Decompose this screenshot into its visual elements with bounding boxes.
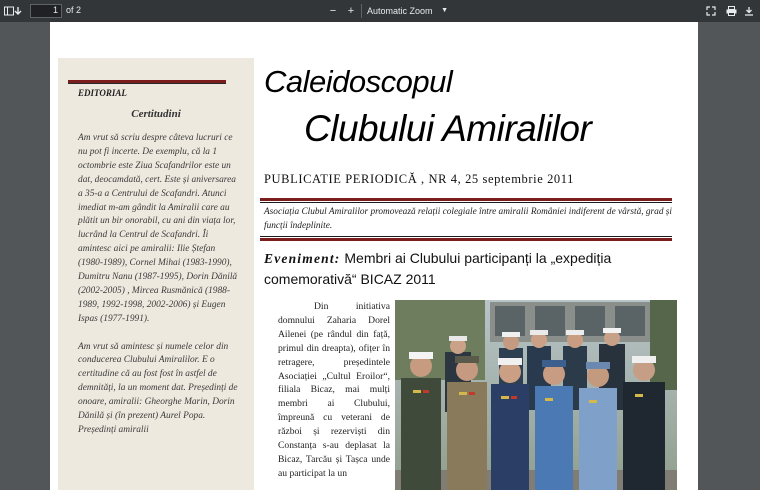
event-headline	[264, 248, 684, 289]
article-body: Din initiativa domnului Zaharia Dorel Ailenei (pe rândul din față, primul din dreapta), ofițer în retragere, președintele Asociației „Cultul Eroilor“, filiala Bicaz, mai mulți membri ai Clubului, împreună cu veterani de război și rezerviști din Constanța s-au deplasat la Bicaz, Tarcău și Tașca unde au participat la un	[278, 301, 390, 479]
toolbar-separator	[361, 4, 362, 18]
minus-icon: −	[329, 5, 337, 17]
print-icon	[726, 6, 737, 16]
sidebar-rule	[68, 80, 226, 84]
zoom-select[interactable]	[364, 4, 452, 18]
fullscreen-icon	[706, 6, 716, 16]
event-title: Membri ai Clubului participanți la „expediția comemorativă“ BICAZ 2011	[264, 250, 612, 287]
masthead-line2: Clubului Amiralilor	[304, 108, 592, 149]
article-text	[278, 300, 390, 481]
pdf-page	[50, 22, 698, 490]
association-statement: Asociația Clubul Amiralilor promovează relații colegiale între amiralii României indiferent de vârstă, grad și funcții îndeplinite.	[264, 207, 673, 231]
group-photo	[395, 300, 677, 490]
download-icon	[744, 6, 754, 16]
divider	[260, 238, 672, 241]
page-number-input[interactable]: 1	[30, 4, 62, 18]
zoom-value: Automatic Zoom	[367, 6, 433, 16]
event-label: Eveniment:	[264, 251, 341, 266]
zoom-in-button[interactable]	[342, 2, 360, 20]
print-button[interactable]	[722, 2, 740, 20]
next-page-icon[interactable]	[9, 2, 27, 20]
divider	[260, 198, 672, 201]
pdf-toolbar	[0, 0, 760, 22]
chevron-down-icon: ▼	[441, 7, 448, 14]
divider	[260, 202, 672, 203]
editorial-heading: EDITORIAL	[78, 88, 127, 98]
editorial-paragraph: Am vrut să amintesc și numele celor din conducerea Clubului Amiralilor. E o certitudine că au fost fost în astfel de demnități, la un moment dat. Președinți de onoare, amiralii: Gheorghe Marin, Dorin Dănilă și (în prezent) Aurel Popa. Președinți amiralii	[78, 341, 238, 436]
page-total-label: of 2	[66, 5, 82, 15]
editorial-title: Certitudini	[131, 108, 181, 120]
zoom-out-button[interactable]	[324, 2, 342, 20]
editorial-sidebar	[58, 58, 254, 490]
editorial-text	[78, 132, 238, 452]
divider	[260, 236, 672, 237]
plus-icon: +	[347, 5, 355, 17]
editorial-paragraph: Am vrut să scriu despre câteva lucruri ce nu pot fi incerte. De exemplu, că la 1 octombrie este Ziua Scafandrilor este un dat, deocamdată, cert. Este și aniversarea a 35-a a Centrului de Scafandri. Atunci imediat m-am gândit la Amiralii care au plătit un bir onorabil, cu ani din viața lor, lucrând la Centrul de Scafandri. Îi amintesc aici pe amiralii: Ilie Ștefan (1980-1989), Cornel Mihai (1983-1990), Dumitru Nanu (1987-1995), Dorin Dănilă (2002-2005) , Mircea Rusmănică (1988-1989, 1992-1998, 2002-2006) și Eugen Ispas (1977-1991).	[78, 133, 238, 324]
download-button[interactable]	[740, 2, 758, 20]
masthead-line1: Caleidoscopul	[264, 64, 453, 99]
fullscreen-button[interactable]	[702, 2, 720, 20]
publication-info: PUBLICATIE PERIODICĂ , NR 4, 25 septembrie 2011	[264, 172, 575, 186]
